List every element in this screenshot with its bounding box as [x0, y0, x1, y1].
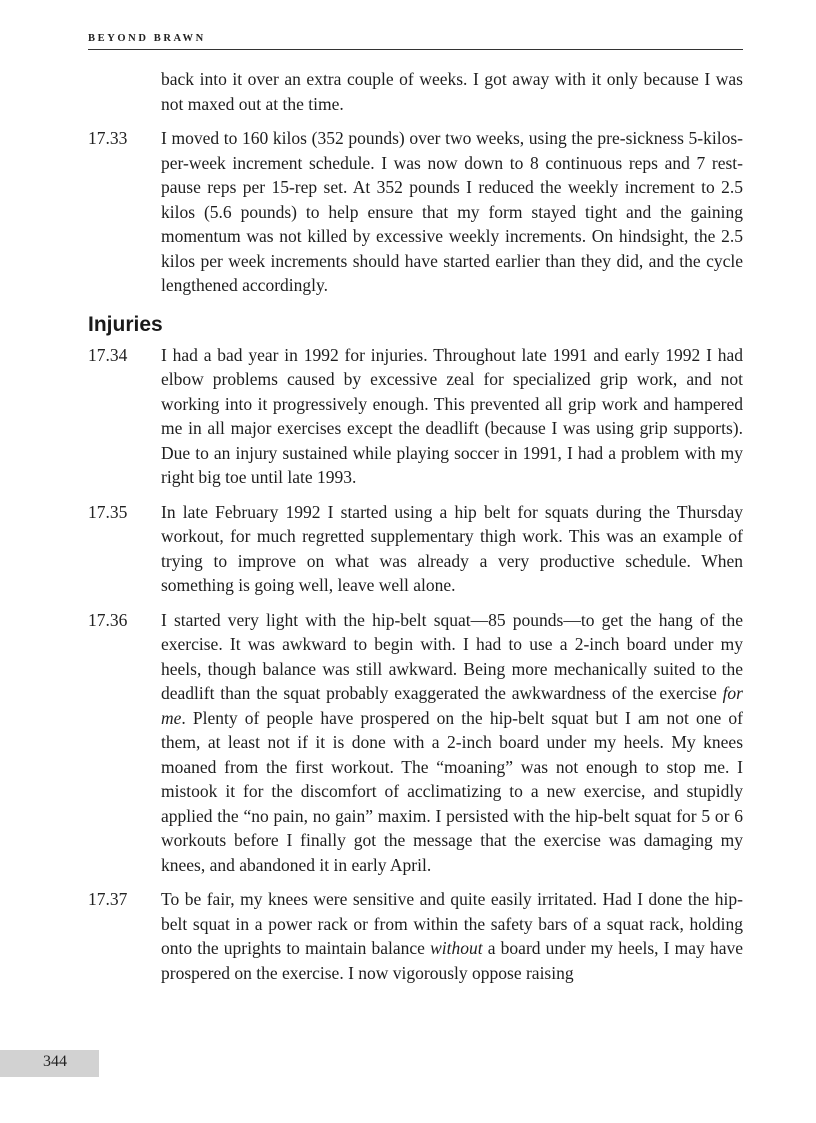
paragraph-text: back into it over an extra couple of weeks. I got away with it only because I was not maxed out at the time. [161, 69, 743, 114]
paragraph-number: 17.36 [88, 609, 128, 630]
header-rule [88, 49, 743, 50]
text-run: I started very light with the hip-belt squat—85 pounds—to get the hang of the exercise. It was awkward to begin with. I had to use a 2-inch board under my heels, though balance was still awkward. Being more mechanically suited to the deadlift than the squat probably exaggerated the awkwardness of the exercise [161, 609, 743, 703]
paragraph-number: 17.33 [88, 128, 128, 148]
page-number: 344 [43, 1053, 67, 1070]
paragraph-17-37 [88, 887, 743, 985]
text-run: a board under my heels, I may have prospered on the exercise. I now vigorously oppose raising [161, 938, 743, 983]
paragraph-number: 17.37 [88, 889, 128, 909]
emphasis: for me [161, 683, 743, 728]
paragraph-text: I had a bad year in 1992 for injuries. Throughout late 1991 and early 1992 I had elbow problems caused by excessive zeal for specialized grip work, and not working into it progressively enough. This prevented all grip work and hampered me in all major exercises except the deadlift (because I was using grip supports). Due to an injury sustained while playing soccer in 1991, I had a problem with my right big toe until late 1993. [161, 344, 743, 487]
paragraph-continued [88, 67, 743, 116]
text-run: To be fair, my knees were sensitive and quite easily irritated. Had I done the hip-belt squat in a power rack or from within the safety bars of a squat rack, holding onto the uprights to maintain balance [161, 889, 743, 958]
section-heading: Injuries [88, 312, 163, 336]
paragraph-17-33 [88, 126, 743, 298]
paragraph-17-34 [88, 343, 743, 490]
text-run: . Plenty of people have prospered on the hip-belt squat but I am not one of them, at least not if it is done with a 2-inch board under my heels. My knees moaned from the first workout. The “moaning” was not enough to stop me. I mistook it for the discomfort of acclimatizing to a new exercise, and stupidly applied the “no pain, no gain” maxim. I persisted with the hip-belt squat for 5 or 6 workouts before I finally got the message that the exercise was damaging my knees, and abandoned it in early April. [161, 707, 743, 875]
paragraph-text [161, 887, 743, 985]
emphasis: without [430, 938, 483, 958]
paragraph-text [161, 608, 743, 878]
paragraph-17-36 [88, 608, 743, 878]
paragraph-number: 17.35 [88, 501, 128, 522]
page-number-tab [0, 1050, 99, 1077]
paragraph-text: In late February 1992 I started using a hip belt for squats during the Thursday workout, for much regretted supplementary thigh work. This was an example of trying to improve on what was already a very productive schedule. When something is going well, leave well alone. [161, 501, 743, 595]
paragraph-17-35 [88, 500, 743, 598]
page-body [88, 67, 743, 995]
paragraph-text: I moved to 160 kilos (352 pounds) over two weeks, using the pre-sickness 5-kilos-per-week increment schedule. I was now down to 8 continuous reps and 7 rest-pause reps per 15-rep set. At 352 pounds I reduced the weekly increment to 2.5 kilos (5.6 pounds) to help ensure that my form stayed tight and the gaining momentum was not killed by excessive weekly increments. On hindsight, the 2.5 kilos per week increments should have started earlier than they did, and the cycle lengthened accordingly. [161, 128, 743, 295]
paragraph-number: 17.34 [88, 344, 128, 365]
running-header: BEYOND BRAWN [88, 33, 206, 44]
